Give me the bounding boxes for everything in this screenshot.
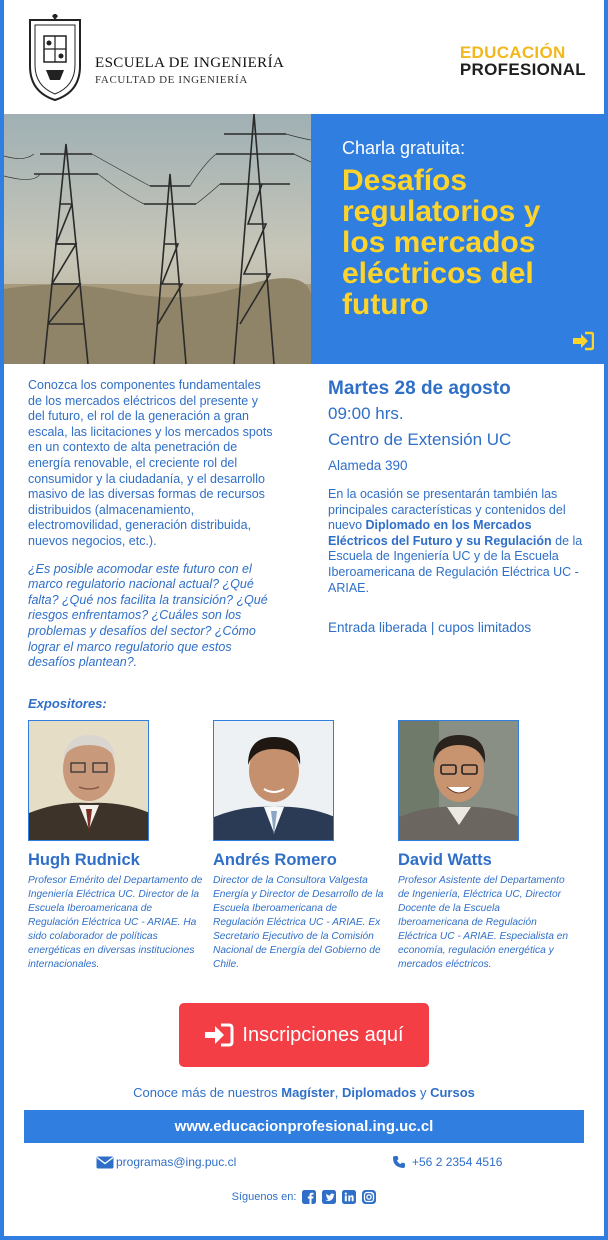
follow-label: Síguenos en: xyxy=(231,1191,297,1203)
speaker-card xyxy=(28,720,203,972)
event-column xyxy=(328,378,584,635)
speaker-name: David Watts xyxy=(398,851,492,869)
email-address: programas@ing.puc.cl xyxy=(116,1155,237,1169)
speaker-photo xyxy=(28,720,149,841)
hero-text xyxy=(342,138,582,320)
event-info xyxy=(328,487,584,596)
phone-contact[interactable] xyxy=(392,1155,502,1169)
speaker-card xyxy=(213,720,388,972)
register-button-label: Inscripciones aquí xyxy=(242,1023,404,1046)
school-name: ESCUELA DE INGENIERÍA xyxy=(95,55,285,71)
event-place: Centro de Extensión UC xyxy=(328,430,512,449)
speaker-bio: Profesor Emérito del Departamento de Ingeniería Eléctrica UC. Director de la Escuela Iberoamericana de Regulación Eléctrica UC - ARIAE. Ha sido colaborador de políticas energéticas en diversas instituciones internacionales. xyxy=(28,875,203,970)
school-block xyxy=(95,55,284,86)
register-button[interactable] xyxy=(179,1003,429,1067)
university-seal-logo xyxy=(22,14,88,102)
sign-in-icon xyxy=(204,1023,234,1047)
speaker-bio: Director de la Consultora Valgesta Energía y Director de Desarrollo de la Escuela Iberoamericana de Regulación Eléctrica UC - ARIAE. Ex Secretario Ejecutivo de la Comisión Nacional de Energía del Gobierno de Chile. xyxy=(213,875,384,970)
separator: y xyxy=(416,1085,431,1100)
envelope-icon xyxy=(96,1156,114,1169)
facebook-icon[interactable] xyxy=(302,1190,316,1204)
more-programs-text: Conoce más de nuestros xyxy=(133,1085,282,1100)
faculty-name: FACULTAD DE INGENIERÍA xyxy=(95,74,248,86)
speaker-photo xyxy=(398,720,519,841)
sign-in-icon[interactable] xyxy=(572,331,594,351)
event-time: 09:00 hrs. xyxy=(328,404,404,423)
diplomado-name: Diplomado en los Mercados Eléctricos del Futuro y su Regulación xyxy=(328,518,552,548)
link-magister[interactable]: Magíster xyxy=(281,1085,335,1100)
more-programs xyxy=(4,1085,604,1100)
event-date: Martes 28 de agosto xyxy=(328,378,511,399)
phone-number: +56 2 2354 4516 xyxy=(412,1155,503,1169)
header xyxy=(4,0,604,114)
speaker-bio: Profesor Asistente del Departamento de Ingeniería, Eléctrica UC, Director Docente de la Escuela Iberoamericana de Regulación Eléctrica UC - ARIAE. Especialista en economía, regulación energética y mercados eléctricos. xyxy=(398,875,569,970)
event-info-pre: En la ocasión se presentarán también las principales características y contenidos del nuevo xyxy=(328,487,566,533)
hero-title: Desafíos regulatorios y los mercados eléctricos del futuro xyxy=(342,164,541,321)
website-link[interactable]: www.educacionprofesional.ing.uc.cl xyxy=(24,1110,584,1143)
phone-icon xyxy=(392,1155,406,1169)
event-address: Alameda 390 xyxy=(328,458,408,473)
hero-banner xyxy=(4,114,604,364)
speakers-label: Expositores: xyxy=(28,696,107,711)
link-diplomados[interactable]: Diplomados xyxy=(341,1085,417,1100)
social-links xyxy=(4,1190,604,1204)
hero-kicker: Charla gratuita: xyxy=(342,138,466,158)
speaker-name: Andrés Romero xyxy=(213,851,337,869)
brand-logo xyxy=(460,44,586,78)
power-lines-photo xyxy=(4,114,311,364)
link-cursos[interactable]: Cursos xyxy=(430,1085,475,1100)
twitter-icon[interactable] xyxy=(322,1190,336,1204)
speaker-card xyxy=(398,720,573,972)
intro-paragraph: Conozca los componentes fundamentales de los mercados eléctricos del presente y del futuro, el rol de la generación a gran escala, las licitaciones y los mercados spots en un contexto de alta penetración de energía renovable, el creciente rol del consumidor y la ciudadanía, y el desarrollo masivo de las diversas formas de recursos distribuidos (almacenamiento, electromovilidad, generación distribuida, nuevos negocios, etc.). xyxy=(28,378,273,548)
event-entry: Entrada liberada | cupos limitados xyxy=(328,620,532,636)
event-info-post: de la Escuela de Ingeniería UC y de la Escuela Iberoamericana de Regulación Eléctrica UC - ARIAE. xyxy=(328,533,583,595)
intro-questions: ¿Es posible acomodar este futuro con el marco regulatorio nacional actual? ¿Qué falta? ¿Qué nos facilita la transición? ¿Qué riesgos enfrentamos? ¿Cuáles son los problemas y desafíos del sector? ¿Cómo lograr el marco regulatorio que estos desafíos plantean?. xyxy=(28,561,268,670)
intro-column xyxy=(28,378,278,671)
separator: , xyxy=(334,1085,342,1100)
linkedin-icon[interactable] xyxy=(342,1190,356,1204)
speaker-name: Hugh Rudnick xyxy=(28,851,140,869)
brand-line-1: EDUCACIÓN xyxy=(459,43,566,62)
speaker-photo xyxy=(213,720,334,841)
newsletter xyxy=(4,0,604,1236)
instagram-icon[interactable] xyxy=(362,1190,376,1204)
email-contact[interactable] xyxy=(96,1155,236,1169)
brand-line-2: PROFESIONAL xyxy=(459,60,586,79)
